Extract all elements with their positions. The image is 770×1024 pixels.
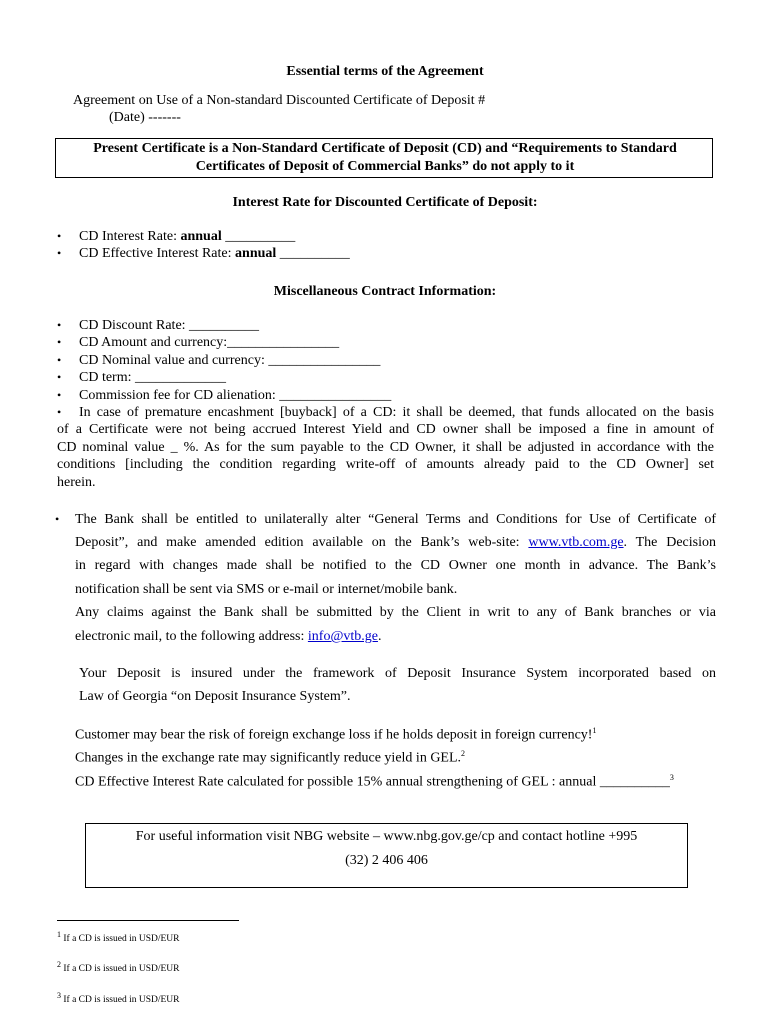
interest-item bbox=[57, 246, 350, 262]
bank-line-2 bbox=[75, 535, 716, 551]
fx-yield-line bbox=[75, 749, 465, 767]
interest-heading: Interest Rate for Discounted Certificate of Deposit: bbox=[232, 195, 538, 210]
insurance-line-2: Law of Georgia “on Deposit Insurance System”. bbox=[79, 689, 351, 704]
bank-line-4: notification shall be sent via SMS or e-mail or internet/mobile bank. bbox=[75, 582, 458, 597]
notice-line-2: Certificates of Deposit of Commercial Banks” do not apply to it bbox=[195, 159, 575, 174]
bullet: • bbox=[57, 246, 62, 260]
misc-item-text: CD Discount Rate: __________ bbox=[79, 318, 260, 333]
fx-risk-text: Customer may bear the risk of foreign exchange loss if he holds deposit in foreign currency! bbox=[75, 727, 593, 743]
document-title: Essential terms of the Agreement bbox=[286, 64, 484, 79]
misc-item-text: CD term: _____________ bbox=[79, 370, 226, 385]
bullet: • bbox=[57, 353, 62, 367]
encashment-line-1: In case of premature encashment [buyback] of a CD: it shall be deemed, that funds allocated on the basis bbox=[79, 405, 714, 420]
misc-item bbox=[57, 353, 381, 369]
encashment-line-4: conditions [including the condition regarding write-off of amounts already paid to the CD Owner] set bbox=[57, 457, 714, 472]
interest-blank: __________ bbox=[276, 246, 350, 261]
encashment-line-3: CD nominal value _ %. As for the sum payable to the CD Owner, it shall be adjusted in accordance with the bbox=[57, 440, 714, 455]
misc-item bbox=[57, 388, 392, 404]
bank-line-2-text: Deposit”, and make amended edition available on the Bank’s web-site: bbox=[75, 535, 529, 550]
misc-item bbox=[57, 370, 226, 386]
interest-annual: annual bbox=[180, 229, 222, 244]
interest-item bbox=[57, 229, 296, 245]
bullet: • bbox=[55, 512, 60, 526]
bullet: • bbox=[57, 318, 62, 332]
interest-annual: annual bbox=[235, 246, 277, 261]
bank-line-6 bbox=[75, 629, 381, 645]
footnote-text: If a CD is issued in USD/EUR bbox=[61, 964, 180, 975]
bank-line-6-tail: . bbox=[377, 629, 382, 644]
misc-item-text: CD Nominal value and currency: ________________ bbox=[79, 353, 381, 368]
fx-yield-text: Changes in the exchange rate may significantly reduce yield in GEL. bbox=[75, 750, 462, 766]
encashment-bullet bbox=[57, 405, 61, 421]
footnote-text: If a CD is issued in USD/EUR bbox=[61, 995, 180, 1006]
bullet: • bbox=[57, 370, 62, 384]
agreement-line: Agreement on Use of a Non-standard Discounted Certificate of Deposit # bbox=[73, 93, 486, 108]
footnote-ref: 3 bbox=[669, 773, 674, 782]
vtb-website-link[interactable]: www.vtb.com.ge bbox=[528, 535, 624, 550]
footnote-number: 2 bbox=[57, 960, 61, 969]
bank-bullet bbox=[55, 512, 59, 528]
notice-line-1: Present Certificate is a Non-Standard Certificate of Deposit (CD) and “Requirements to Standard bbox=[93, 141, 677, 156]
bank-line-6-text: electronic mail, to the following address: bbox=[75, 629, 308, 644]
footnote-1 bbox=[57, 930, 180, 944]
footnote-ref: 2 bbox=[461, 749, 466, 758]
fx-risk-line bbox=[75, 726, 596, 744]
bank-line-2-tail: . The Decision bbox=[623, 535, 716, 550]
fx-rate-line bbox=[75, 773, 674, 791]
misc-item-text: Commission fee for CD alienation: ________________ bbox=[79, 388, 392, 403]
insurance-line-1: Your Deposit is insured under the framework of Deposit Insurance System incorporated based on bbox=[79, 666, 716, 681]
bank-line-3: in regard with changes made shall be notified to the CD Owner one month in advance. The Bank’s bbox=[75, 558, 716, 573]
agreement-date: (Date) ------- bbox=[109, 110, 181, 125]
interest-blank: __________ bbox=[221, 229, 296, 244]
footnote-separator bbox=[57, 920, 239, 921]
encashment-line-2: of a Certificate were not being accrued Interest Yield and CD owner shall be imposed a fine in amount of bbox=[57, 422, 714, 437]
bullet: • bbox=[57, 405, 62, 419]
fx-rate-text: CD Effective Interest Rate calculated for possible 15% annual strengthening of GEL : annual __________ bbox=[75, 774, 670, 790]
misc-item bbox=[57, 335, 340, 351]
footnote-2 bbox=[57, 960, 180, 974]
bullet: • bbox=[57, 335, 62, 349]
misc-item bbox=[57, 318, 260, 334]
bank-line-1: The Bank shall be entitled to unilaterally alter “General Terms and Conditions for Use of Certificate of bbox=[75, 512, 716, 527]
nbg-line-2: (32) 2 406 406 bbox=[345, 853, 428, 868]
footnote-number: 1 bbox=[57, 930, 61, 939]
encashment-line-5: herein. bbox=[57, 475, 96, 490]
footnote-ref: 1 bbox=[592, 726, 597, 735]
interest-label: CD Interest Rate: bbox=[79, 229, 181, 244]
misc-item-text: CD Amount and currency:________________ bbox=[79, 335, 340, 350]
bank-line-5: Any claims against the Bank shall be submitted by the Client in writ to any of Bank branches or via bbox=[75, 605, 716, 620]
bullet: • bbox=[57, 388, 62, 402]
footnote-3 bbox=[57, 991, 180, 1005]
footnote-number: 3 bbox=[57, 991, 61, 1000]
nbg-line-1: For useful information visit NBG website – www.nbg.gov.ge/cp and contact hotline +995 bbox=[135, 829, 638, 844]
footnote-text: If a CD is issued in USD/EUR bbox=[61, 934, 180, 945]
bullet: • bbox=[57, 229, 62, 243]
interest-label: CD Effective Interest Rate: bbox=[79, 246, 236, 261]
email-link[interactable]: info@vtb.ge bbox=[307, 629, 378, 644]
misc-heading: Miscellaneous Contract Information: bbox=[273, 284, 497, 299]
